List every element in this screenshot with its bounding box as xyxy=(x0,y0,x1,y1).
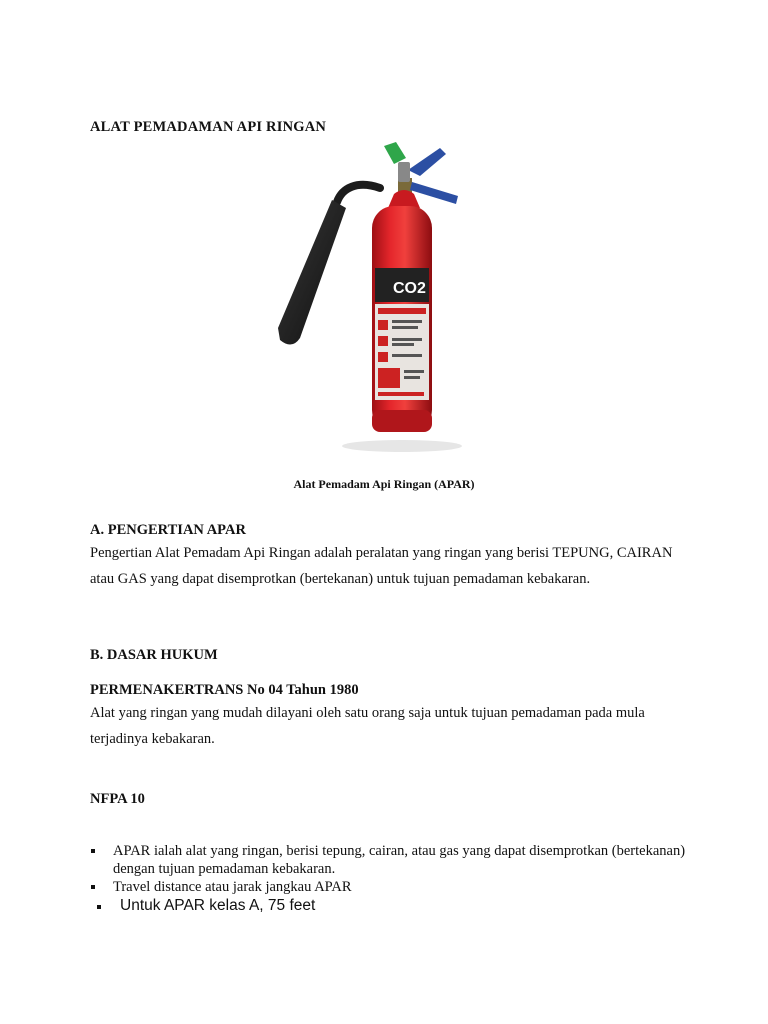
bullet-icon xyxy=(91,885,95,889)
list-item xyxy=(90,878,690,896)
section-a-paragraph: Pengertian Alat Pemadam Api Ringan adalah peralatan yang ringan yang berisi TEPUNG, CAIRAN atau GAS yang dapat disemprotkan (bertekanan) untuk tujuan pemadaman kebakaran. xyxy=(90,545,673,587)
list-item xyxy=(90,897,690,915)
bullet-icon xyxy=(91,849,95,853)
section-a-heading: A. PENGERTIAN APAR xyxy=(90,522,246,538)
list-item xyxy=(90,842,690,878)
permenakertrans-heading: PERMENAKERTRANS No 04 Tahun 1980 xyxy=(90,682,359,698)
co2-label: CO2 xyxy=(393,280,426,297)
nfpa-bullet-list xyxy=(90,842,690,915)
list-item-text: Travel distance atau jarak jangkau APAR xyxy=(113,879,352,895)
document-title: ALAT PEMADAMAN API RINGAN xyxy=(90,119,327,135)
permenakertrans-paragraph: Alat yang ringan yang mudah dilayani oleh satu orang saja untuk tujuan pemadaman pada mula terjadinya kebakaran. xyxy=(90,705,645,747)
co2-fire-extinguisher-icon xyxy=(262,140,512,460)
list-item-text: Untuk APAR kelas A, 75 feet xyxy=(120,897,316,914)
figure-caption: Alat Pemadam Api Ringan (APAR) xyxy=(293,477,475,491)
nfpa-heading: NFPA 10 xyxy=(90,791,145,807)
bullet-icon xyxy=(97,905,101,909)
extinguisher-image xyxy=(262,140,512,460)
list-item-text: APAR ialah alat yang ringan, berisi tepung, cairan, atau gas yang dapat disemprotkan (bertekanan) dengan tujuan pemadaman kebakaran. xyxy=(113,843,686,877)
section-b-heading: B. DASAR HUKUM xyxy=(90,647,218,663)
